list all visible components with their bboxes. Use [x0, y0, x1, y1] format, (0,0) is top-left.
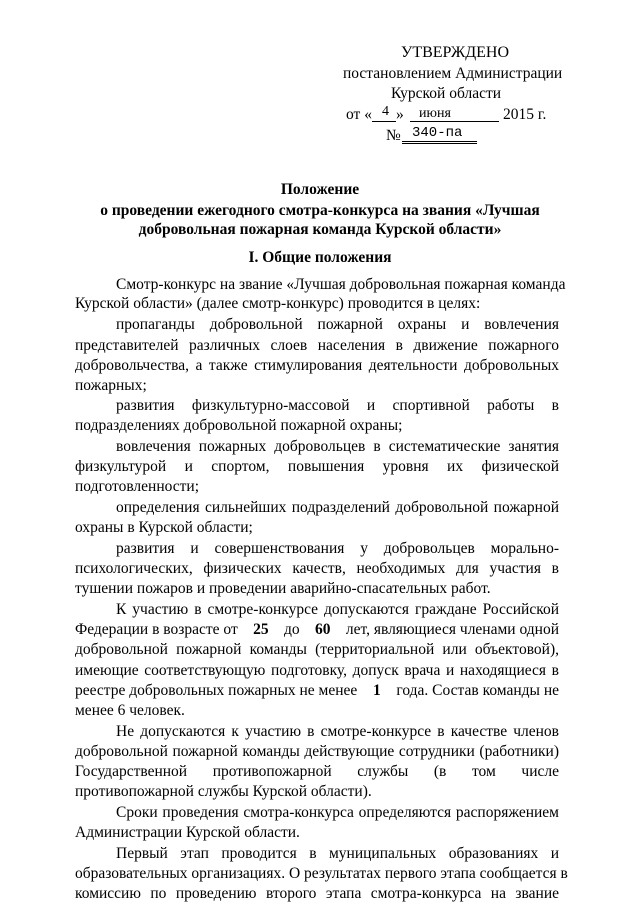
approval-day-underline	[372, 121, 396, 122]
body-line: Первый этап проводится в муниципальных образованиях и	[116, 845, 559, 862]
approval-line-2: Курской области	[391, 85, 502, 102]
body-line: охраны в Курской области;	[75, 519, 253, 536]
body-text: лет, являющиеся членами одной	[345, 621, 559, 638]
body-line: физкультурой и спортом, повышения уровня их физической	[75, 458, 559, 475]
body-text: Федерации в возрасте от	[75, 621, 238, 638]
approval-number-underline	[402, 141, 477, 144]
approval-month: июня	[419, 106, 451, 121]
body-line: Не допускаются к участию в смотре-конкурсе в качестве членов	[116, 723, 559, 740]
approval-date-prefix: от «	[346, 106, 372, 123]
body-line: имеющие соответствующую подготовку, допуск врача и находящиеся в	[75, 662, 559, 679]
body-text: года. Состав команды не	[396, 682, 559, 699]
body-line: К участию в смотре-конкурсе допускаются граждане Российской	[116, 601, 559, 618]
section-title: I. Общие положения	[248, 249, 392, 266]
body-line: представителей различных слоев населения в движение пожарного	[75, 337, 559, 354]
approval-year: 2015 г.	[503, 106, 547, 123]
body-line: комиссию по проведению второго этапа смотра-конкурса на звание	[75, 885, 559, 902]
approval-line-1: постановлением Администрации	[343, 65, 563, 82]
body-line: добровольчества, а также стимулирования деятельности добровольных	[75, 357, 559, 374]
body-line: добровольной пожарной команды действующие сотрудники (работники)	[75, 743, 559, 760]
body-line: образовательных организациях. О результатах первого этапа сообщается в	[75, 865, 568, 882]
doc-subtitle-line-2: добровольная пожарная команда Курской области»	[138, 221, 502, 238]
body-line: психологических, физических качеств, необходимых для участия в	[75, 560, 559, 577]
body-line: развития физкультурно-массовой и спортивной работы в	[116, 397, 559, 414]
body-text: до	[283, 621, 300, 638]
body-line: развития и совершенствования у добровольцев морально-	[116, 540, 559, 557]
body-line: добровольной пожарной команды (территориальной или объектовой),	[75, 641, 559, 658]
body-line-registry	[75, 683, 559, 699]
approval-title: УТВЕРЖДЕНО	[401, 44, 510, 61]
doc-subtitle-line-1: о проведении ежегодного смотра-конкурса на звания «Лучшая	[100, 202, 540, 219]
body-line: подготовленности;	[75, 478, 200, 495]
body-line: Администрации Курской области.	[75, 824, 300, 841]
registry-years: 1	[372, 682, 381, 699]
body-line-participants-age	[75, 622, 559, 638]
body-line: Смотр-конкурс на звание «Лучшая добровольная пожарная команда	[116, 276, 566, 293]
approval-date-mid: »	[396, 106, 404, 123]
body-line: пропаганды добровольной пожарной охраны и вовлечения	[116, 316, 559, 333]
body-line: Государственной противопожарной службы (в том числе	[75, 763, 559, 780]
body-line: тушении пожаров и проведении аварийно-спасательных работ.	[75, 580, 491, 597]
age-min: 25	[253, 621, 269, 638]
approval-number-label: №	[386, 127, 401, 144]
body-line: определения сильнейших подразделений добровольной пожарной	[116, 499, 559, 516]
approval-day: 4	[382, 104, 389, 119]
body-line: подразделениях добровольной пожарной охраны;	[75, 417, 403, 434]
body-line: менее 6 человек.	[75, 702, 185, 719]
body-line: пожарных;	[75, 377, 147, 394]
body-line: вовлечения пожарных добровольцев в систематические занятия	[116, 438, 559, 455]
approval-number: 340-па	[412, 125, 463, 141]
body-text: реестре добровольных пожарных не менее	[75, 682, 358, 699]
body-line: Курской области» (далее смотр-конкурс) проводится в целях:	[75, 295, 481, 312]
approval-month-underline	[410, 121, 499, 122]
doc-title: Положение	[280, 181, 360, 198]
age-max: 60	[314, 621, 331, 638]
body-line: противопожарной службы Курской области).	[75, 783, 372, 800]
body-line: Сроки проведения смотра-конкурса определяются распоряжением	[116, 804, 559, 821]
